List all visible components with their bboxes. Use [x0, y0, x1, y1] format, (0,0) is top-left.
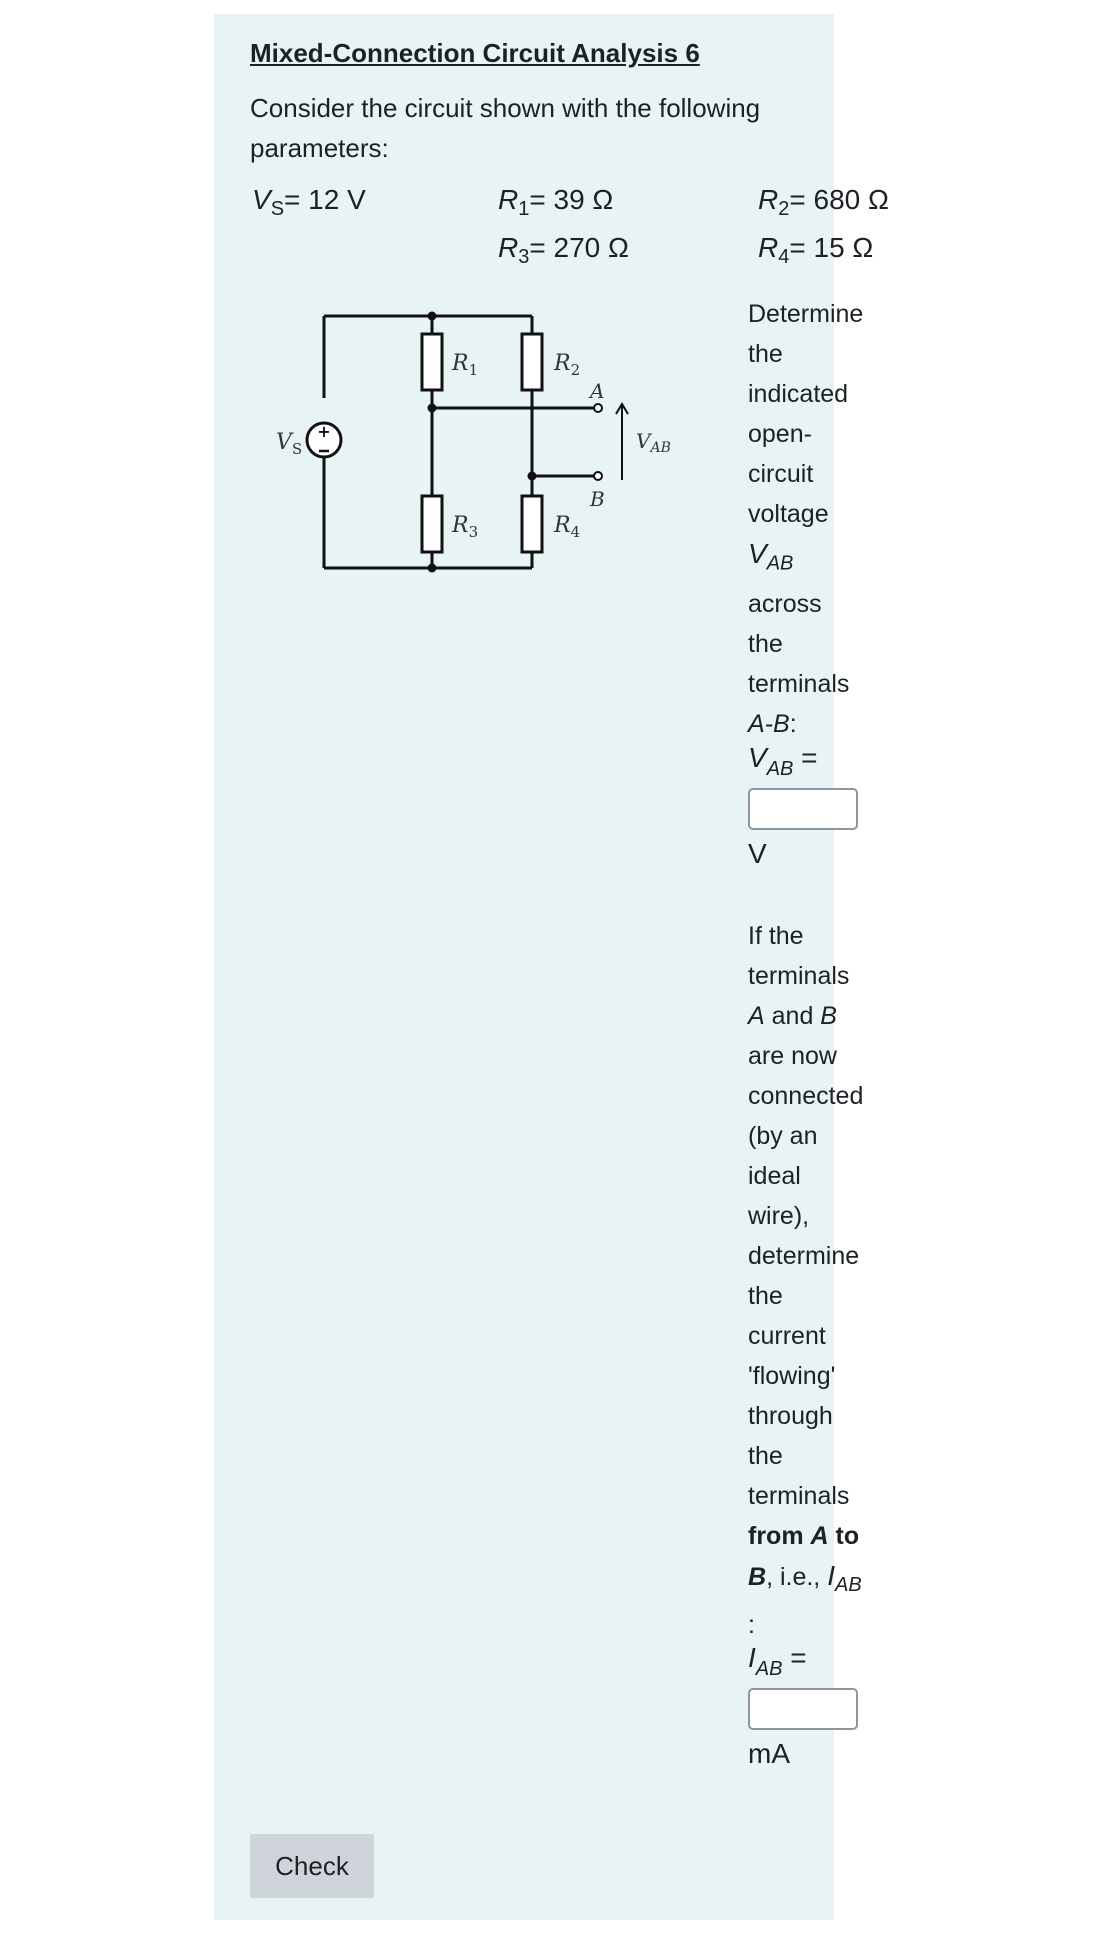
label-r2: $R_2$ [554, 351, 581, 379]
label-vs: $V_S$ [276, 430, 303, 458]
param-r2: $R_2= 680$ Ω [758, 184, 889, 220]
question-title: Mixed-Connection Circuit Analysis 6 [250, 38, 700, 68]
resistor-r2 [522, 334, 542, 390]
iab-unit: mA [748, 1738, 790, 1769]
label-r1: $R_1$ [452, 351, 479, 379]
resistor-r3 [422, 496, 442, 552]
vab-answer-label: $V_{AB}$ = [748, 742, 818, 780]
param-r3: $R_3= 270$ Ω [498, 232, 629, 268]
circuit-diagram [262, 296, 682, 596]
iab-answer-input[interactable] [748, 1688, 858, 1730]
iab-answer-label: $I_{AB}$ = [748, 1642, 807, 1680]
vab-arrow-icon [616, 404, 628, 480]
vab-answer-input[interactable] [748, 788, 858, 830]
label-r3: $R_3$ [452, 513, 479, 541]
svg-text:+: + [317, 422, 331, 441]
check-button[interactable]: Check [250, 1834, 374, 1898]
terminal-a [594, 404, 602, 412]
part2-a-and-b: A and B [748, 1002, 837, 1030]
label-b: B [590, 487, 605, 511]
part1-terminals: A-B: [748, 709, 797, 738]
voltage-source-icon [307, 422, 341, 457]
terminal-b [594, 472, 602, 480]
part2-b-ie: B, i.e., $I_{AB}$ [748, 1560, 862, 1596]
part2-from-a-to: from A to [748, 1522, 860, 1550]
param-r1: $R_1= 39$ Ω [498, 184, 614, 220]
resistor-r1 [422, 334, 442, 390]
part2-text: If the terminals A and B are now connected (by an ideal wire), determine the current 'flowing' through the terminals from A to B, i.e., $I_{AB}$ : [748, 916, 888, 1645]
part1-text: Determine the indicated open- circuit voltage $V_{AB}$ across the terminals A-B: [748, 294, 888, 744]
label-vab: $V_{AB}$ [636, 429, 671, 456]
part1-var: $V_{AB}$ [748, 538, 794, 575]
param-vs: $V_S= 12$ V [252, 184, 366, 220]
label-r4: $R_4$ [554, 513, 581, 541]
label-a: A [590, 379, 605, 403]
param-r4: $R_4= 15$ Ω [758, 232, 874, 268]
resistor-r4 [522, 496, 542, 552]
question-intro: Consider the circuit shown with the following parameters: [250, 93, 761, 163]
vab-unit: V [748, 838, 767, 869]
